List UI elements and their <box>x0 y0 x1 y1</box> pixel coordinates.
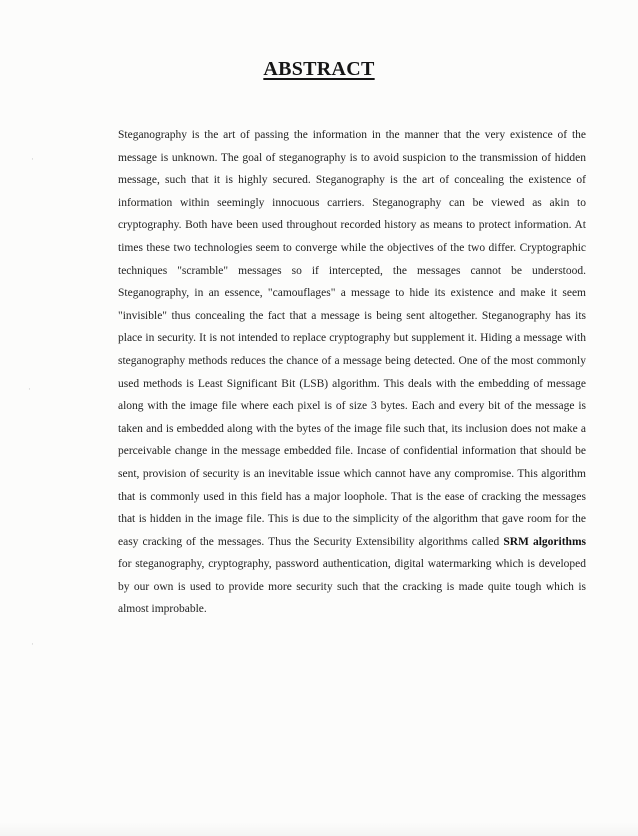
abstract-paragraph <box>118 124 586 621</box>
document-title <box>0 58 638 81</box>
scan-speck-mark: · <box>31 640 34 650</box>
scan-speck-mark: · <box>31 155 34 165</box>
abstract-bold-term: SRM algorithms <box>503 535 586 548</box>
title-text: ABSTRACT <box>263 58 375 80</box>
abstract-text-part-2: for steganography, cryptography, password authentication, digital watermarking which is developed by our own is used to provide more security such that the cracking is made quite tough which is almost improbable. <box>118 558 586 616</box>
scan-speck-mark: · <box>28 385 31 395</box>
abstract-text-part-1: Steganography is the art of passing the information in the manner that the very existence of the message is unknown. The goal of steganography is to avoid suspicion to the transmission of hidden message, such that it is highly secured. Steganography is the art of concealing the existence of information within seemingly innocuous carriers. Steganography can be viewed as akin to cryptography. Both have been used throughout recorded history as means to protect information. At times these two technologies seem to converge while the objectives of the two differ. Cryptographic techniques "scramble" messages so if intercepted, the messages cannot be understood. Steganography, in an essence, "camouflages" a message to hide its existence and make it seem "invisible" thus concealing the fact that a message is being sent altogether. Steganography has its place in security. It is not intended to replace cryptography but supplement it. Hiding a message with steganography methods reduces the chance of a message being detected. One of the most commonly used methods is Least Significant Bit (LSB) algorithm. This deals with the embedding of message along with the image file where each pixel is of size 3 bytes. Each and every bit of the message is taken and is embedded along with the bytes of the image file such that, its inclusion does not make a perceivable change in the message embedded file. Incase of confidential information that should be sent, provision of security is an inevitable issue which cannot have any compromise. This algorithm that is commonly used in this field has a major loophole. That is the ease of cracking the messages that is hidden in the image file. This is due to the simplicity of the algorithm that gave room for the easy cracking of the messages. Thus the Security Extensibility algorithms called <box>118 129 586 548</box>
scan-edge-shadow <box>0 822 638 836</box>
